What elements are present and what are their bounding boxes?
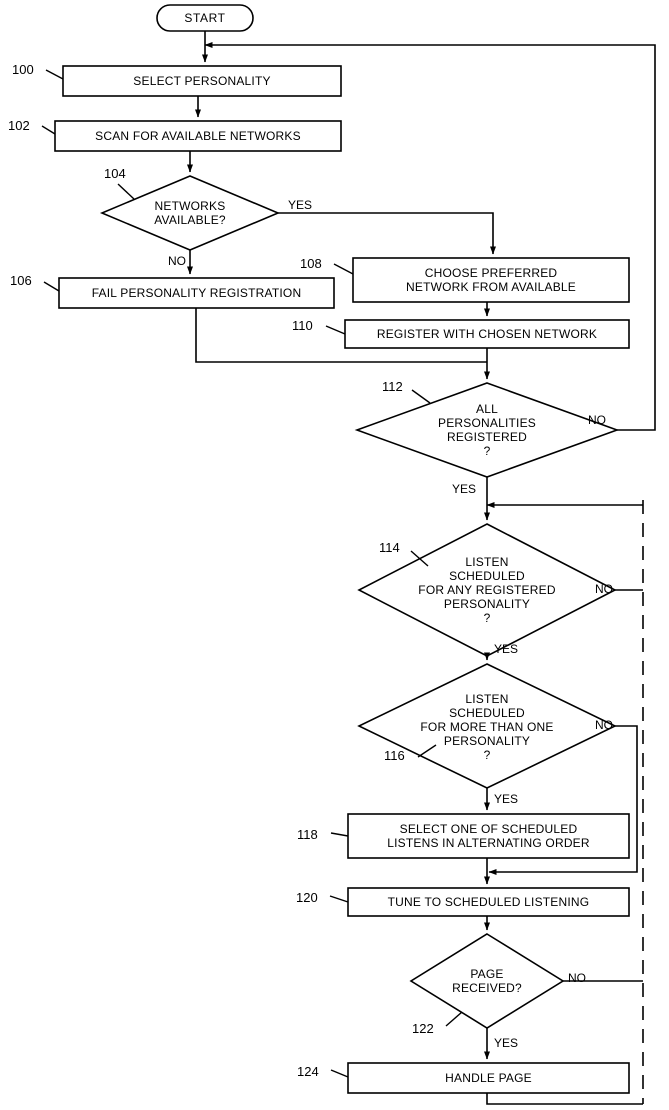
leader-106 [44, 282, 59, 291]
node-122-diamond [411, 934, 563, 1028]
ref-122: 122 [412, 1021, 434, 1036]
ref-114: 114 [379, 540, 400, 555]
leader-108 [334, 264, 353, 274]
edge-label-112-yes: YES [452, 482, 477, 496]
node-120-label: TUNE TO SCHEDULED LISTENING [387, 895, 590, 909]
node-108-label: CHOOSE PREFERRED NETWORK FROM AVAILABLE [406, 266, 576, 294]
ref-100: 100 [12, 62, 34, 77]
ref-116: 116 [384, 748, 405, 763]
node-104-diamond [102, 176, 278, 250]
edge-label-122-no: NO [568, 971, 586, 985]
node-102-box [55, 121, 341, 151]
leader-102 [42, 126, 55, 134]
edge-label-114-no: NO [595, 582, 613, 596]
node-100-box [63, 66, 341, 96]
node-122-label: PAGE RECEIVED? [452, 967, 522, 995]
edge-112-no-loop [205, 45, 655, 430]
edge-label-116-yes: YES [494, 792, 519, 806]
ref-104: 104 [104, 166, 126, 181]
leader-110 [326, 326, 345, 334]
ref-110: 110 [292, 318, 313, 333]
ref-108: 108 [300, 256, 322, 271]
node-106-box [59, 278, 334, 308]
leader-114 [411, 551, 428, 566]
ref-112: 112 [382, 379, 403, 394]
ref-102: 102 [8, 118, 30, 133]
leader-120 [330, 896, 348, 902]
node-106-label: FAIL PERSONALITY REGISTRATION [91, 286, 302, 300]
node-118-label: SELECT ONE OF SCHEDULED LISTENS IN ALTERNATING ORDER [387, 822, 590, 850]
node-116-label: LISTEN SCHEDULED FOR MORE THAN ONE PERSONALITY ? [420, 692, 554, 762]
edge-104-yes-to-108 [278, 213, 493, 254]
ref-120: 120 [296, 890, 318, 905]
node-116-diamond [359, 664, 615, 788]
leader-124 [331, 1070, 348, 1077]
leader-104 [118, 184, 134, 199]
ref-106: 106 [10, 273, 32, 288]
node-124-box [348, 1063, 629, 1093]
node-108-box [353, 258, 629, 302]
ref-118: 118 [297, 827, 318, 842]
node-112-diamond [357, 383, 617, 477]
edge-label-114-yes: YES [494, 642, 519, 656]
leader-116 [418, 745, 436, 757]
leader-100 [46, 70, 63, 79]
edge-label-104-yes: YES [288, 198, 313, 212]
edge-124-to-bus [487, 1093, 643, 1104]
leader-122 [446, 1012, 462, 1026]
node-112-label: ALL PERSONALITIES REGISTERED ? [438, 402, 536, 458]
edge-label-104-no: NO [168, 254, 186, 268]
start-terminator-label: START [184, 11, 226, 25]
ref-124: 124 [297, 1064, 319, 1079]
node-120-box [348, 888, 629, 916]
node-104-label: NETWORKS AVAILABLE? [154, 199, 226, 227]
node-110-label: REGISTER WITH CHOSEN NETWORK [376, 327, 598, 341]
edge-label-116-no: NO [595, 718, 613, 732]
node-124-label: HANDLE PAGE [445, 1071, 532, 1085]
edge-106-to-join [196, 308, 487, 362]
leader-118 [331, 833, 348, 836]
node-102-label: SCAN FOR AVAILABLE NETWORKS [95, 129, 301, 143]
node-110-box [345, 320, 629, 348]
node-100-label: SELECT PERSONALITY [133, 74, 271, 88]
edge-label-112-no: NO [588, 413, 606, 427]
leader-112 [412, 390, 430, 403]
start-terminator [157, 5, 253, 31]
node-114-label: LISTEN SCHEDULED FOR ANY REGISTERED PERSONALITY ? [418, 555, 556, 625]
node-118-box [348, 814, 629, 858]
edge-label-122-yes: YES [494, 1036, 519, 1050]
